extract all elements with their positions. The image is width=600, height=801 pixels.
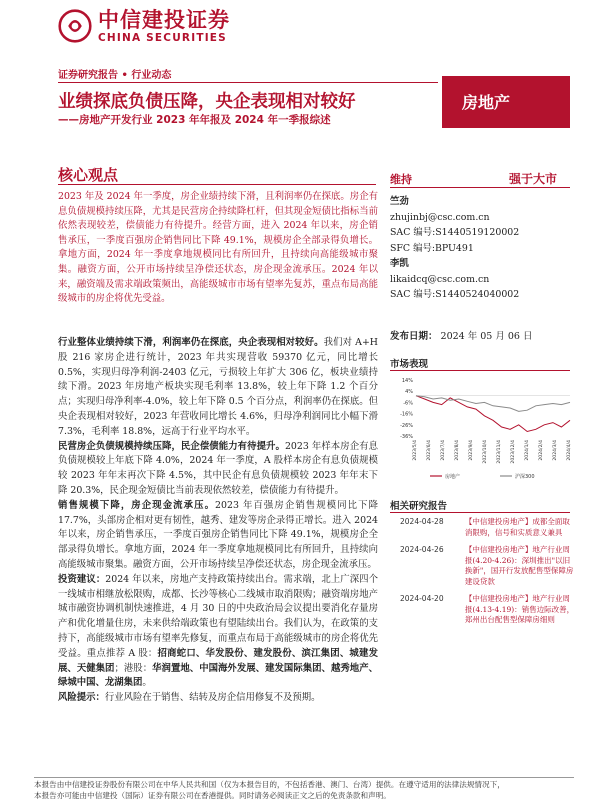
section-lead: 投资建议： (58, 573, 106, 585)
report-category: 证券研究报告 • 行业动态 (58, 70, 172, 81)
x-tick-label: 2023/8/4 (455, 440, 460, 461)
x-tick-label: 2023/7/4 (441, 440, 446, 461)
x-tick-label: 2023/5/4 (413, 440, 418, 461)
y-tick-label: -26% (400, 422, 413, 429)
analyst-name: 竺劲 (390, 196, 409, 207)
y-tick-label: 4% (405, 389, 413, 396)
related-reports-list (390, 517, 575, 633)
legend-label: 沪深300 (515, 474, 535, 480)
section-investment (58, 573, 378, 691)
related-reports-divider (390, 512, 570, 513)
section-risk (58, 691, 378, 706)
related-report-date: 2024-04-28 (400, 517, 444, 526)
market-performance-divider (390, 370, 570, 371)
x-tick-label: 2023/12/4 (511, 440, 516, 464)
rating-value: 强于大市 (509, 172, 558, 186)
section-text: 2023 年样本房企有息负债规模较上年底下降 4.0%，2024 年一季度，A 股样本房企有息负债规模较 2023 年年末再次下降 4.5%，其中民企有息负债规模较 2023 年年末下降 20.3%，民企现金短债比当前表现依然较差，偿债能力有待提升。 (58, 440, 378, 496)
section-lead: 风险提示： (58, 692, 105, 704)
company-logo (58, 8, 230, 44)
analyst-name: 李凯 (390, 258, 409, 269)
china-securities-logo-icon (58, 9, 92, 43)
publish-date-value: 2024 年 05 月 06 日 (440, 331, 533, 342)
x-tick-label: 2023/11/4 (497, 440, 502, 464)
section-text: 2024 年以来，房地产支持政策持续出台。需求端，北上广深四个一线城市相继放松限购，成都、长沙等核心二线城市取消限购；融资端房地产城市融资协调机制快速推进，4 月 30 日的中央政治局会议提出要消化存量房产和优化增量住房，未来供给端政策也有望陆续出台。我们认为，在政策的支持下，高能级城市市场有望率先修复，而重点布局于高能级城市的房企将优先受益。重点推荐 A 股： (58, 573, 378, 659)
y-tick-label: 14% (401, 378, 413, 384)
market-performance-chart (390, 372, 575, 484)
recommended-a-shares: 招商蛇口、华发股份、建发股份、滨江集团、城建发展、天健集团 (58, 647, 378, 674)
disclaimer-line: 本报告由中信建投证券股份有限公司在中华人民共和国（仅为本报告目的，不包括香港、澳门、台湾）提供。在遵守适用的法律法规情况下， (34, 780, 505, 789)
title-divider (58, 82, 438, 83)
disclaimer-footer (34, 779, 579, 801)
report-subtitle: ——房地产开发行业 2023 年年报及 2024 年一季报综述 (58, 114, 331, 126)
publish-date-label: 发布日期： (390, 331, 438, 342)
related-report-item[interactable] (390, 517, 575, 538)
publish-date (390, 328, 533, 342)
x-tick-label: 2023/9/4 (469, 440, 474, 461)
x-tick-label: 2024/1/4 (525, 440, 530, 461)
analyst-sac: SAC 编号:S1440524040002 (390, 289, 520, 300)
related-report-item[interactable] (390, 594, 575, 626)
related-report-title[interactable]: 【中信建投房地产】地产行业周报(4.20-4.26)：深圳推出"以旧换新"，国开行发放配售型保障房建设贷款 (464, 545, 574, 586)
report-body (58, 336, 378, 706)
series-line (416, 396, 570, 432)
section-text: 行业风险在于销售、结转及房企信用修复不及预期。 (104, 692, 321, 704)
analyst-sfc: SFC 编号:BPU491 (390, 242, 474, 254)
legend-label: 房地产 (445, 474, 461, 480)
section-text-mid: ；港股： (114, 662, 153, 674)
related-reports-heading: 相关研究报告 (390, 501, 448, 512)
section-lead: 销售规模下降，房企现金流承压。 (58, 499, 216, 511)
report-title: 业绩探底负债压降，央企表现相对较好 (58, 92, 356, 112)
logo-chinese-name: 中信建投证券 (98, 8, 230, 32)
section-sales (58, 499, 378, 573)
x-tick-label: 2024/2/4 (539, 440, 544, 461)
disclaimer-line: 本报告亦可能由中信建投（国际）证券有限公司在香港提供。同时请务必阅读正文之后的免责条款和声明。 (34, 791, 391, 800)
section-lead: 民营房企负债规模持续压降，民企偿债能力有待提升。 (58, 440, 285, 452)
market-performance-heading: 市场表现 (390, 359, 429, 370)
section-text: 我们对 A+H 股 216 家房企进行统计，2023 年共实现营收 59370 亿元，同比增长 0.5%，实现归母净利润-2403 亿元，亏损较上年扩大 306 亿，板块业绩持续下滑。2023 年房地产板块实现毛利率 13.8%，较上年下降 1.2 个百分点；实现归母净利率-4.0%，较上年下降 0.5 个百分点，利润率仍在探底。但央企表现相对较好，2023 年营收同比增长 4.6%，归母净利润同比小幅下滑 7.3%，毛利率 18.8%，远高于行业平均水平。 (58, 337, 378, 437)
related-report-date: 2024-04-20 (400, 594, 444, 603)
section-lead: 行业整体业绩持续下滑，利润率仍在探底，央企表现相对较好。 (58, 337, 324, 348)
recommended-h-shares: 华润置地、中国海外发展、建发国际集团、越秀地产、绿城中国、龙湖集团 (58, 662, 378, 689)
industry-badge (442, 76, 570, 128)
rating-divider (390, 187, 570, 188)
section-debt (58, 440, 378, 499)
core-view-divider (58, 184, 376, 185)
x-tick-label: 2023/10/4 (483, 440, 488, 464)
industry-label: 房地产 (462, 93, 511, 112)
y-tick-label: -36% (400, 434, 413, 440)
y-tick-label: -16% (400, 411, 413, 418)
analyst-sac: SAC 编号:S1440519120002 (390, 227, 520, 238)
analyst-email: zhujinbj@csc.com.cn (390, 211, 490, 223)
section-text-end: 。 (142, 677, 152, 689)
x-tick-label: 2024/4/4 (567, 440, 572, 461)
related-report-date: 2024-04-26 (400, 545, 444, 554)
core-view-heading: 核心观点 (58, 166, 119, 184)
y-tick-label: -6% (403, 400, 413, 407)
section-performance (58, 336, 378, 440)
related-report-title[interactable]: 【中信建投房地产】地产行业周报(4.13-4.19)：销售边际改善，郑州出台配售型保障房细则 (464, 594, 575, 624)
analyst-email: likaidcq@csc.com.cn (390, 273, 490, 285)
core-view-text: 2023 年及 2024 年一季度，房企业绩持续下滑，且利润率仍在探底。房企有息负债规模持续压降，尤其是民营房企持续降杠杆，但其现金短债比指标当前依然表现较差，偿债能力有待提升。经营方面，进入 2024 年以来，房企销售承压，一季度百强房企销售同比下降 49.1%，规模房企全部录得负增长。拿地方面，2024 年一季度拿地规模同比有所回升，且持续向高能级城市聚集。融资方面，公开市场持续呈净偿还状态，房企现金流承压。2024 年以来，融资端及需求端政策频出，高能级城市市场有望率先复苏，重点布局高能级城市的房企将优先受益。 (58, 191, 378, 305)
x-tick-label: 2023/6/4 (427, 440, 432, 461)
rating-label: 维持 (390, 173, 412, 186)
section-text: 2023 年百强房企销售规模同比下降 17.7%，头部房企相对更有韧性，越秀、建发等房企录得正增长。进入 2024 年以来，房企销售承压，一季度百强房企销售同比下降 49.1%，规模房企全部录得负增长。拿地方面，2024 年一季度拿地规模同比有所回升，且持续向高能级城市聚集。融资方面，公开市场持续呈净偿还状态，房企现金流承压。 (58, 499, 378, 570)
x-tick-label: 2024/3/4 (553, 440, 558, 461)
logo-english-name: CHINA SECURITIES (98, 32, 227, 44)
footer-divider (34, 777, 574, 778)
analyst-list (390, 194, 575, 303)
related-report-item[interactable] (390, 545, 575, 587)
related-report-title[interactable]: 【中信建投房地产】成都全面取消限购，信号和实质意义兼具 (464, 517, 570, 537)
